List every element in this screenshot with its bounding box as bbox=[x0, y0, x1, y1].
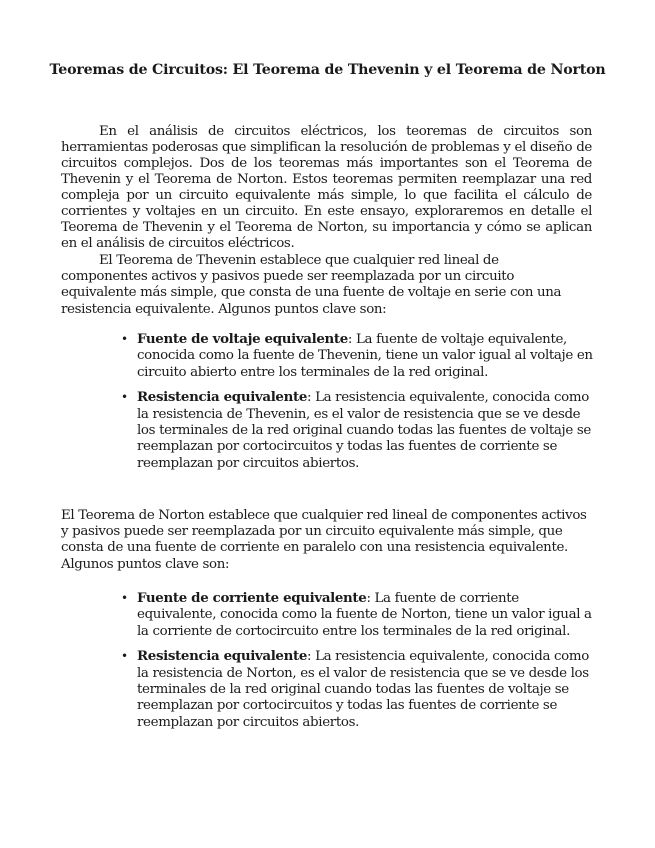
bullet-term: Resistencia equivalente bbox=[137, 648, 307, 665]
bullet-marker: • bbox=[121, 332, 128, 346]
bullet-term: Fuente de voltaje equivalente bbox=[137, 331, 348, 347]
list-item bbox=[121, 389, 593, 472]
norton-bullet-list bbox=[121, 590, 593, 739]
bullet-text: : La resistencia equivalente, conocida como la resistencia de Norton, es el valor de resistencia que se ve desde los terminales de la red original cuando todas las fuentes de voltaje se reemplazan por cortocircuitos y todas las fuentes de corriente se reemplazan por circuitos abiertos. bbox=[137, 649, 589, 730]
norton-paragraph: El Teorema de Norton establece que cualquier red lineal de componentes activos y pasivos puede ser reemplazada por un circuito equivalente más simple, que consta de una fuente de corriente en paralelo con una resistencia equivalente. Algunos puntos clave son: bbox=[61, 508, 587, 572]
thevenin-bullet-list bbox=[121, 331, 593, 480]
bullet-text: : La resistencia equivalente, conocida como la resistencia de Thevenin, es el valor de resistencia que se ve desde los terminales de la red original cuando todas las fuentes de voltaje se reemplazan por cortocircuitos y todas las fuentes de corriente se reemplazan por circuitos abiertos. bbox=[137, 390, 591, 471]
bullet-term: Resistencia equivalente bbox=[137, 389, 307, 406]
thevenin-paragraph: El Teorema de Thevenin establece que cualquier red lineal de componentes activos y pasivos puede ser reemplazada por un circuito equivalente más simple, que consta de una fuente de voltaje en serie con una resistencia equivalente. Algunos puntos clave son: bbox=[61, 253, 562, 317]
bullet-text: : La fuente de voltaje equivalente, conocida como la fuente de Thevenin, tiene un valor igual al voltaje en circuito abierto entre los terminales de la red original. bbox=[137, 332, 593, 380]
list-item bbox=[121, 648, 593, 731]
bullet-marker: • bbox=[121, 591, 128, 605]
bullet-term: Fuente de corriente equivalente bbox=[137, 590, 367, 606]
bullet-marker: • bbox=[121, 390, 128, 405]
intro-paragraph: En el análisis de circuitos eléctricos, los teoremas de circuitos son herramientas poderosas que simplifican la resolución de problemas y el diseño de circuitos complejos. Dos de los teoremas más importantes son el Teorema de Thevenin y el Teorema de Norton. Estos teoremas permiten reemplazar una red compleja por un circuito equivalente más simple, lo que facilita el cálculo de corrientes y voltajes en un circuito. En este ensayo, exploraremos en detalle el Teorema de Thevenin y el Teorema de Norton, su importancia y cómo se aplican en el análisis de circuitos eléctricos. bbox=[61, 124, 592, 251]
bullet-text: : La fuente de corriente equivalente, conocida como la fuente de Norton, tiene un valor igual a la corriente de cortocircuito entre los terminales de la red original. bbox=[137, 591, 592, 639]
list-item bbox=[121, 590, 593, 640]
bullet-marker: • bbox=[121, 649, 128, 664]
list-item bbox=[121, 331, 593, 381]
document-title: Teoremas de Circuitos: El Teorema de Thevenin y el Teorema de Norton bbox=[49, 62, 606, 78]
